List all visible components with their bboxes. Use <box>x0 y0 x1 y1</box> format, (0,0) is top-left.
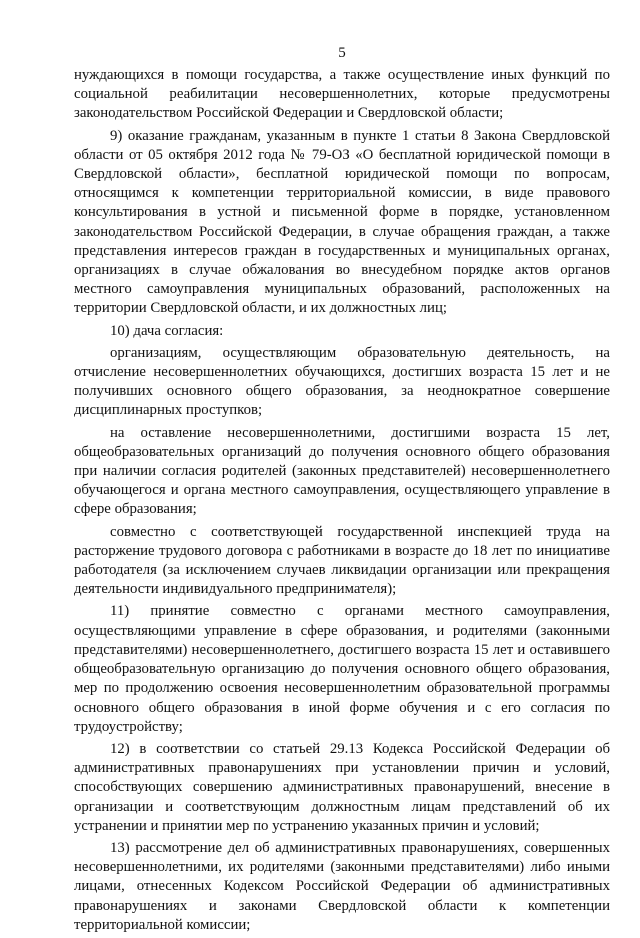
paragraph-item-13: 13) рассмотрение дел об административных правонарушениях, совершенных несовершеннолетними, их родителями (законными представителями) либо иными лицами, отнесенных Кодексом Российской Федерации об административных правонарушениях и законами Свердловской области к компетенции территориальной комиссии; <box>74 839 610 933</box>
paragraph-item-12: 12) в соответствии со статьей 29.13 Кодекса Российской Федерации об административных правонарушениях при установлении причин и условий, способствующих совершению административных правонарушений, внесение в организации и соответствующим должностным лицам представлений об их устранении и принятии мер по устранению указанных причин и условий; <box>74 740 610 834</box>
paragraph-item-10-leaving-school: на оставление несовершеннолетними, достигшими возраста 15 лет, общеобразовательных организаций до получения основного общего образования при наличии согласия родителей (законных представителей) несовершеннолетнего обучающегося и органа местного самоуправления, осуществляющего управление в сфере образования; <box>74 424 610 518</box>
document-body <box>74 66 610 938</box>
paragraph-item-10-labor-contract: совместно с соответствующей государственной инспекцией труда на расторжение трудового договора с работниками в возрасте до 18 лет по инициативе работодателя (за исключением случаев ликвидации организации или прекращения деятельности индивидуального предпринимателя); <box>74 523 610 598</box>
paragraph-continuation: нуждающихся в помощи государства, а также осуществление иных функций по социальной реабилитации несовершеннолетних, которые предусмотрены законодательством Российской Федерации и Свердловской области; <box>74 67 610 122</box>
paragraph-item-11: 11) принятие совместно с органами местного самоуправления, осуществляющими управление в сфере образования, и родителями (законными представителями) несовершеннолетнего, достигшего возраста 15 лет и оставившего общеобразовательную организацию до получения основного общего образования, мер по продолжению освоения несовершеннолетним образовательной программы основного общего образования в иной форме обучения и с его согласия по трудоустройству; <box>74 603 610 735</box>
page-number: 5 <box>338 45 346 61</box>
paragraph-item-10: 10) дача согласия: <box>110 322 224 339</box>
paragraph-item-9: 9) оказание гражданам, указанным в пункте 1 статьи 8 Закона Свердловской области от 05 октября 2012 года № 79-ОЗ «О бесплатной юридической помощи в Свердловской области», бесплатной юридической помощи по вопросам, относящимся к компетенции территориальной комиссии, в виде правового консультирования в устной и письменной форме в порядке, установленном законодательством Российской Федерации, в случае обращения граждан, а также представления интересов граждан в государственных и муниципальных органах, организациях в случае обжалования во внесудебном порядке актов органов местного самоуправления муниципальных образований, расположенных на территории Свердловской области, и их должностных лиц; <box>74 127 610 317</box>
paragraph-item-10-expulsion: организациям, осуществляющим образовательную деятельность, на отчисление несовершеннолетних обучающихся, достигших возраста 15 лет и не получивших основного общего образования, за неоднократное совершение дисциплинарных проступков; <box>74 344 610 419</box>
